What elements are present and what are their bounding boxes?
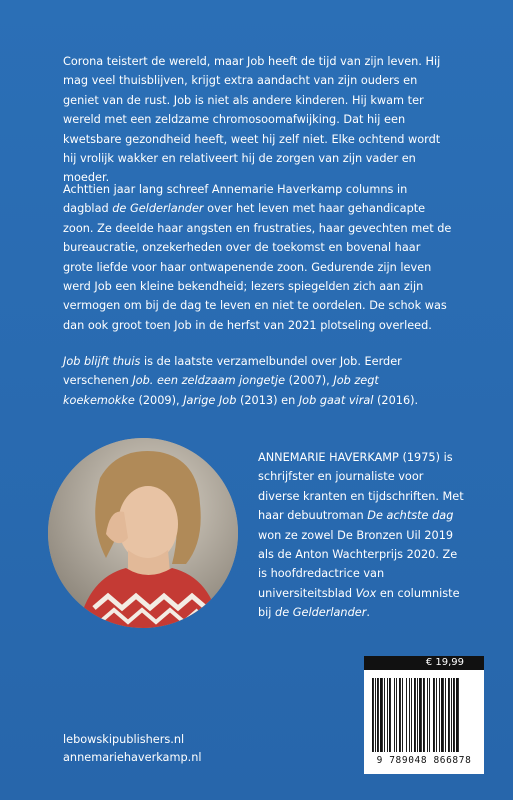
newspaper-title: de Gelderlander	[275, 606, 367, 620]
barcode-bar	[427, 678, 428, 752]
author-bio	[258, 448, 468, 623]
bio-text: won ze zowel De Bronzen Uil 2019 als de Anton Wachterprijs 2020. Ze is hoofdredactrice van universiteitsblad	[258, 528, 458, 600]
blurb-text: Achttien jaar lang schreef Annemarie Haverkamp columns in dagblad	[63, 183, 408, 216]
book-title: Job blijft thuis	[63, 355, 141, 368]
earlier-book-title: Job zegt koekemokke	[63, 374, 379, 407]
barcode-bar	[387, 678, 388, 752]
barcode-bar	[419, 678, 422, 752]
barcode-bar	[375, 678, 376, 752]
face-shape	[118, 486, 178, 562]
barcode-bar	[445, 678, 446, 752]
barcode-bar	[380, 678, 383, 752]
barcode-bar	[433, 678, 435, 752]
book-year: (2007),	[285, 374, 334, 388]
barcode-bar	[402, 678, 403, 752]
isbn-barcode	[364, 656, 484, 774]
barcode-bar	[389, 678, 391, 752]
barcode-bar	[406, 678, 407, 752]
earlier-book-title: Job gaat viral	[298, 393, 374, 407]
author-website[interactable]: annemariehaverkamp.nl	[63, 751, 202, 764]
barcode-bar	[409, 678, 410, 752]
barcode-bar	[394, 678, 395, 752]
barcode-bars	[370, 678, 478, 754]
barcode-bar	[372, 678, 374, 752]
blurb-paragraph-1: Corona teistert de wereld, maar Job heeft de tijd van zijn leven. Hij mag veel thuisblijven, krijgt extra aandacht van zijn ouders en geniet van de rust. Job is niet als andere kinderen. Hij kwam ter wereld met een zeldzame chromosoomafwijking. Dat hij een kwetsbare gezondheid heeft, weet hij zelf niet. Elke ochtend wordt hij vrolijk wakker en relativeert hij de zorgen van zijn vader en moeder.	[63, 55, 441, 185]
isbn-number: 9 789048 866878	[376, 755, 472, 766]
blurb-text: is de laatste verzamelbundel over Job. Eerder verschenen	[63, 355, 402, 388]
publisher-website[interactable]: lebowskipublishers.nl	[63, 733, 185, 746]
blurb-text: over het leven met haar gehandicapte zoon. Ze deelde haar angsten en frustraties, haar gevechten met de bureaucratie, onzekerheden over de toekomst en bovenal haar grote liefde voor haar ontwapenende zoon. Gedurende zijn leven werd Job een kleine bekendheid; lezers spiegelden zich aan zijn vermogen om bij de dag te leven en niet te oordelen. De schok was dan ook groot toen Job in de herfst van 2021 plotseling overleed.	[63, 202, 452, 332]
barcode-bar	[377, 678, 379, 752]
author-portrait	[48, 438, 238, 628]
barcode-bar	[384, 678, 385, 752]
blurb-paragraph-2	[63, 180, 453, 335]
barcode-bar	[411, 678, 412, 752]
barcode-bar	[436, 678, 437, 752]
author-portrait-illustration	[48, 438, 238, 628]
barcode-bar	[396, 678, 397, 752]
book-year: (2016).	[373, 393, 419, 407]
price-label: € 19,99	[364, 656, 484, 670]
bio-text: en columniste bij	[258, 586, 460, 620]
bio-text: .	[366, 606, 370, 620]
book-year: (2009),	[134, 393, 184, 407]
bio-text: ANNEMARIE HAVERKAMP (1975) is schrijfster en journaliste voor diverse kranten en tijdschriften. Met haar debuutroman	[258, 451, 464, 523]
earlier-book-title: Jarige Job	[183, 393, 237, 407]
novel-title: De achtste dag	[367, 509, 454, 523]
barcode-bar	[417, 678, 418, 752]
barcode-bar	[399, 678, 401, 752]
blurb-paragraph-3	[63, 352, 453, 410]
earlier-book-title: Job. een zeldzaam jongetje	[132, 374, 286, 388]
barcode-bar	[448, 678, 450, 752]
barcode-bar	[453, 678, 455, 752]
newspaper-title: de Gelderlander	[112, 202, 204, 216]
barcode-bar	[456, 678, 459, 752]
barcode-bar	[423, 678, 425, 752]
barcode-bar	[441, 678, 444, 752]
barcode-bar	[414, 678, 416, 752]
barcode-bar	[439, 678, 440, 752]
barcode-bar	[451, 678, 452, 752]
book-year: (2013) en	[236, 393, 299, 407]
magazine-title: Vox	[355, 586, 377, 600]
barcode-bar	[429, 678, 430, 752]
